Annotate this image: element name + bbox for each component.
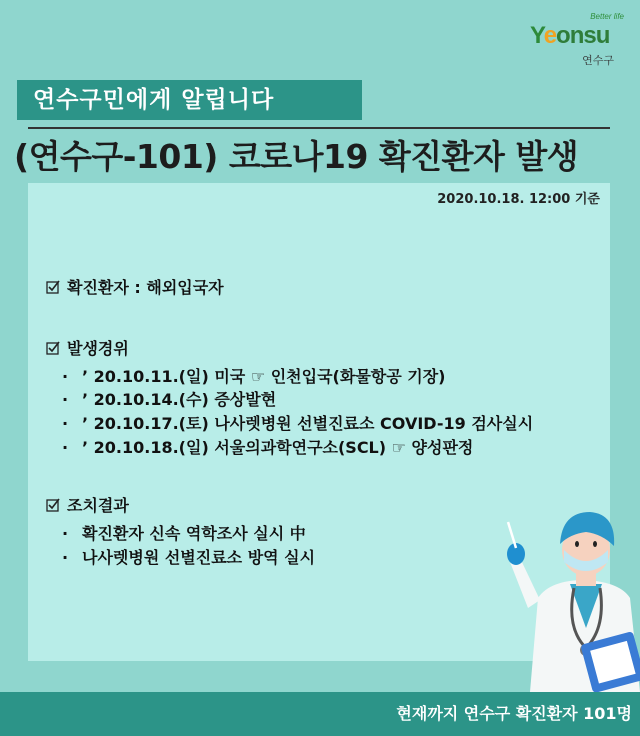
list-item: · ’ 20.10.17.(토) 나사렛병원 선별진료소 COVID-19 검사실시 [62,414,534,433]
list-item: · ’ 20.10.18.(일) 서울의과학연구소(SCL) ☞ 양성판정 [62,438,474,457]
yeonsu-logo [526,12,626,72]
section-confirmed-case: 확진환자 : 해외입국자 [46,275,224,298]
page-title: (연수구-101) 코로나19 확진환자 발생 [14,137,579,176]
section-action-results: 조치결과 [46,493,129,516]
footer-bar [0,692,640,736]
list-item: · ’ 20.10.11.(일) 미국 ☞ 인천입국(화물항공 기장) [62,367,446,386]
notice-banner: 연수구민에게 알립니다 [17,80,362,120]
checkbox-check-icon [46,341,60,355]
logo-tagline: Better life [590,12,624,21]
list-item: · 나사렛병원 선별진료소 방역 실시 [62,548,316,567]
logo-korean-name: 연수구 [582,54,614,67]
checkbox-check-icon [46,498,60,512]
list-item: · 확진환자 신속 역학조사 실시 中 [62,524,306,543]
list-item: · ’ 20.10.14.(수) 증상발현 [62,390,277,409]
reference-date: 2020.10.18. 12:00 기준 [437,192,600,207]
section-occurrence-history: 발생경위 [46,336,129,359]
checkbox-check-icon [46,280,60,294]
logo-wordmark: Yeonsu [530,22,610,49]
total-cases-text: 현재까지 연수구 확진환자 101명 [396,704,632,723]
title-divider [28,127,610,129]
doctor-illustration [490,488,640,692]
